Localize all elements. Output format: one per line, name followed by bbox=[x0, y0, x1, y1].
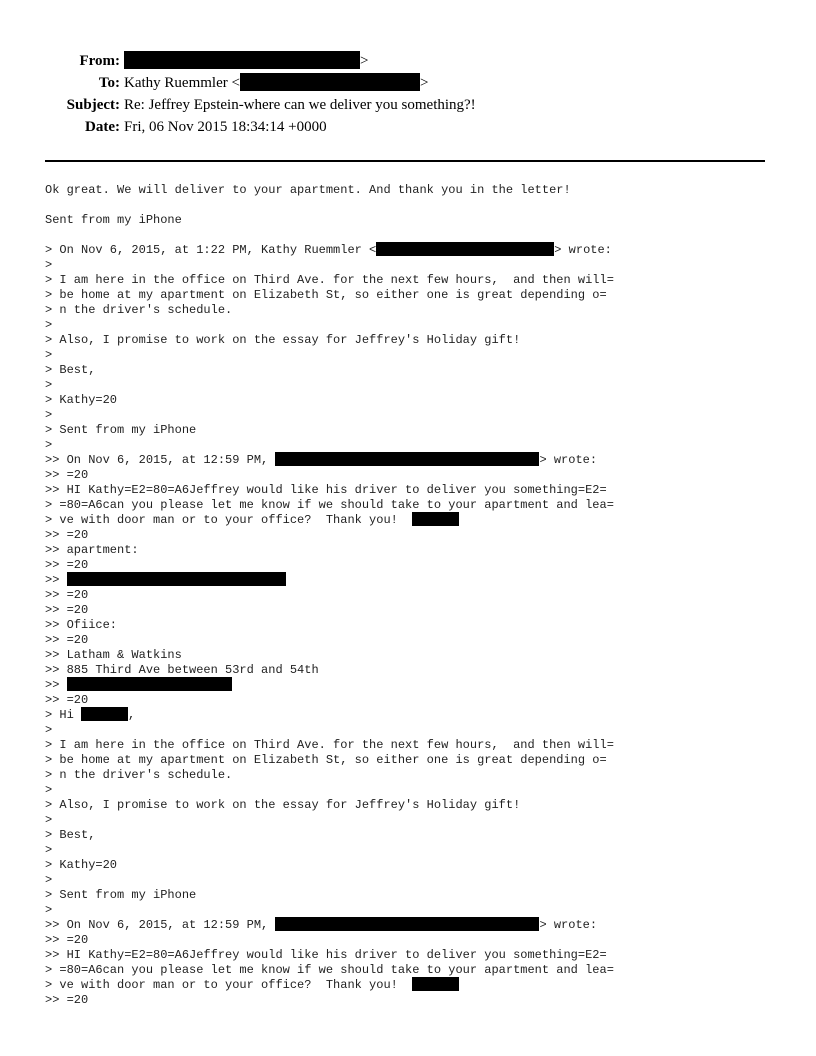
line-text: > bbox=[45, 258, 53, 272]
line-text: >> =20 bbox=[45, 633, 89, 647]
body-line bbox=[45, 573, 785, 588]
body-line bbox=[45, 648, 785, 663]
line-text: > =80=A6can you please let me know if we should take to your apartment and lea= bbox=[45, 498, 614, 512]
line-text: > bbox=[45, 813, 53, 827]
line-text: > bbox=[45, 348, 53, 362]
body-line bbox=[45, 318, 785, 333]
line-text: > I am here in the office on Third Ave. for the next few hours, and then will= bbox=[45, 738, 614, 752]
line-text: > Also, I promise to work on the essay for Jeffrey's Holiday gift! bbox=[45, 333, 521, 347]
line-text-after: , bbox=[128, 708, 136, 723]
body-line bbox=[45, 903, 785, 918]
subject-label: Subject: bbox=[66, 97, 120, 113]
line-text: > Also, I promise to work on the essay for Jeffrey's Holiday gift! bbox=[45, 798, 521, 812]
line-text: >> bbox=[45, 678, 67, 693]
line-text: > Best, bbox=[45, 828, 96, 842]
body-line bbox=[45, 708, 785, 723]
line-text: > I am here in the office on Third Ave. for the next few hours, and then will= bbox=[45, 273, 614, 287]
body-line bbox=[45, 513, 785, 528]
body-line bbox=[45, 228, 785, 243]
line-text: >> =20 bbox=[45, 693, 89, 707]
body-line bbox=[45, 528, 785, 543]
redaction-bar bbox=[412, 512, 459, 526]
line-text-after: > wrote: bbox=[539, 453, 598, 468]
body-line bbox=[45, 273, 785, 288]
from-suffix: > bbox=[360, 53, 369, 69]
from-row bbox=[40, 50, 560, 72]
body-line bbox=[45, 363, 785, 378]
body-line bbox=[45, 873, 785, 888]
body-line bbox=[45, 723, 785, 738]
line-text: > bbox=[45, 723, 53, 737]
body-line bbox=[45, 453, 785, 468]
line-text: >> HI Kathy=E2=80=A6Jeffrey would like his driver to deliver you something=E2= bbox=[45, 483, 607, 497]
subject-row bbox=[40, 94, 560, 116]
line-text: > On Nov 6, 2015, at 1:22 PM, Kathy Ruemmler < bbox=[45, 243, 377, 258]
body-line bbox=[45, 213, 785, 228]
body-line bbox=[45, 588, 785, 603]
line-text: > =80=A6can you please let me know if we should take to your apartment and lea= bbox=[45, 963, 614, 977]
body-line bbox=[45, 183, 785, 198]
line-text: > bbox=[45, 438, 53, 452]
line-text: >> bbox=[45, 573, 67, 588]
body-line bbox=[45, 543, 785, 558]
to-name: Kathy Ruemmler < bbox=[124, 75, 240, 91]
line-text: >> =20 bbox=[45, 993, 89, 1007]
email-header bbox=[40, 50, 560, 138]
line-text: > be home at my apartment on Elizabeth St, so either one is great depending o= bbox=[45, 753, 607, 767]
body-line bbox=[45, 633, 785, 648]
body-line bbox=[45, 303, 785, 318]
body-line bbox=[45, 963, 785, 978]
body-line bbox=[45, 933, 785, 948]
line-text: Ok great. We will deliver to your apartment. And thank you in the letter! bbox=[45, 183, 571, 197]
date-label: Date: bbox=[85, 119, 120, 135]
body-line bbox=[45, 198, 785, 213]
body-line bbox=[45, 558, 785, 573]
body-line bbox=[45, 483, 785, 498]
body-line bbox=[45, 768, 785, 783]
body-line bbox=[45, 888, 785, 903]
subject-value: Re: Jeffrey Epstein-where can we deliver you something?! bbox=[124, 97, 476, 113]
line-text: >> =20 bbox=[45, 933, 89, 947]
message-body bbox=[45, 183, 785, 1008]
body-line bbox=[45, 798, 785, 813]
body-line bbox=[45, 993, 785, 1008]
body-line bbox=[45, 678, 785, 693]
body-line bbox=[45, 753, 785, 768]
line-text: >> =20 bbox=[45, 558, 89, 572]
line-text: > bbox=[45, 873, 53, 887]
body-line bbox=[45, 978, 785, 993]
line-text: > bbox=[45, 318, 53, 332]
body-line bbox=[45, 813, 785, 828]
redaction-bar bbox=[67, 572, 286, 586]
line-text: > n the driver's schedule. bbox=[45, 768, 233, 782]
date-value: Fri, 06 Nov 2015 18:34:14 +0000 bbox=[124, 119, 327, 135]
line-text: >> 885 Third Ave between 53rd and 54th bbox=[45, 663, 319, 677]
body-line bbox=[45, 258, 785, 273]
body-line bbox=[45, 843, 785, 858]
line-text: > bbox=[45, 903, 53, 917]
body-line bbox=[45, 618, 785, 633]
redaction-bar bbox=[124, 51, 360, 69]
line-text: Sent from my iPhone bbox=[45, 213, 182, 227]
redaction-bar bbox=[275, 452, 539, 466]
from-value bbox=[124, 50, 368, 72]
line-text: >> =20 bbox=[45, 468, 89, 482]
body-line bbox=[45, 783, 785, 798]
line-text: >> =20 bbox=[45, 603, 89, 617]
body-line bbox=[45, 498, 785, 513]
body-line bbox=[45, 243, 785, 258]
line-text: >> apartment: bbox=[45, 543, 139, 557]
line-text: > n the driver's schedule. bbox=[45, 303, 233, 317]
body-line bbox=[45, 693, 785, 708]
line-text: >> HI Kathy=E2=80=A6Jeffrey would like his driver to deliver you something=E2= bbox=[45, 948, 607, 962]
line-text: > be home at my apartment on Elizabeth St, so either one is great depending o= bbox=[45, 288, 607, 302]
redaction-bar bbox=[412, 977, 459, 991]
body-line bbox=[45, 738, 785, 753]
redaction-bar bbox=[376, 242, 554, 256]
body-line bbox=[45, 663, 785, 678]
body-line bbox=[45, 288, 785, 303]
to-row bbox=[40, 72, 560, 94]
line-text: > Hi bbox=[45, 708, 82, 723]
body-line bbox=[45, 468, 785, 483]
line-text: > bbox=[45, 843, 53, 857]
body-line bbox=[45, 603, 785, 618]
line-text: > bbox=[45, 378, 53, 392]
body-line bbox=[45, 918, 785, 933]
to-label: To: bbox=[98, 75, 120, 91]
line-text: > Best, bbox=[45, 363, 96, 377]
line-text: > Sent from my iPhone bbox=[45, 423, 197, 437]
body-line bbox=[45, 423, 785, 438]
redaction-bar bbox=[240, 73, 420, 91]
line-text: >> Latham & Watkins bbox=[45, 648, 182, 662]
body-line bbox=[45, 828, 785, 843]
line-text: > Sent from my iPhone bbox=[45, 888, 197, 902]
line-text: > Kathy=20 bbox=[45, 858, 118, 872]
to-value bbox=[124, 72, 428, 94]
body-line bbox=[45, 408, 785, 423]
body-line bbox=[45, 948, 785, 963]
redaction-bar bbox=[81, 707, 128, 721]
body-line bbox=[45, 393, 785, 408]
body-line bbox=[45, 438, 785, 453]
line-text-after: > wrote: bbox=[554, 243, 612, 258]
line-text: > bbox=[45, 783, 53, 797]
line-text: > Kathy=20 bbox=[45, 393, 118, 407]
body-line bbox=[45, 333, 785, 348]
from-label: From: bbox=[79, 53, 120, 69]
to-suffix: > bbox=[419, 75, 429, 91]
line-text: >> On Nov 6, 2015, at 12:59 PM, bbox=[45, 918, 276, 933]
line-text-after: > wrote: bbox=[539, 918, 598, 933]
line-text: >> Ofiice: bbox=[45, 618, 118, 632]
line-text: >> =20 bbox=[45, 588, 89, 602]
line-text: >> =20 bbox=[45, 528, 89, 542]
redaction-bar bbox=[67, 677, 232, 691]
date-row bbox=[40, 116, 560, 138]
line-text: > bbox=[45, 408, 53, 422]
line-text: >> On Nov 6, 2015, at 12:59 PM, bbox=[45, 453, 276, 468]
line-text: > ve with door man or to your office? Thank you! bbox=[45, 978, 413, 993]
line-text: > ve with door man or to your office? Thank you! bbox=[45, 513, 413, 528]
redaction-bar bbox=[275, 917, 539, 931]
body-line bbox=[45, 378, 785, 393]
header-divider bbox=[45, 160, 765, 162]
body-line bbox=[45, 858, 785, 873]
body-line bbox=[45, 348, 785, 363]
